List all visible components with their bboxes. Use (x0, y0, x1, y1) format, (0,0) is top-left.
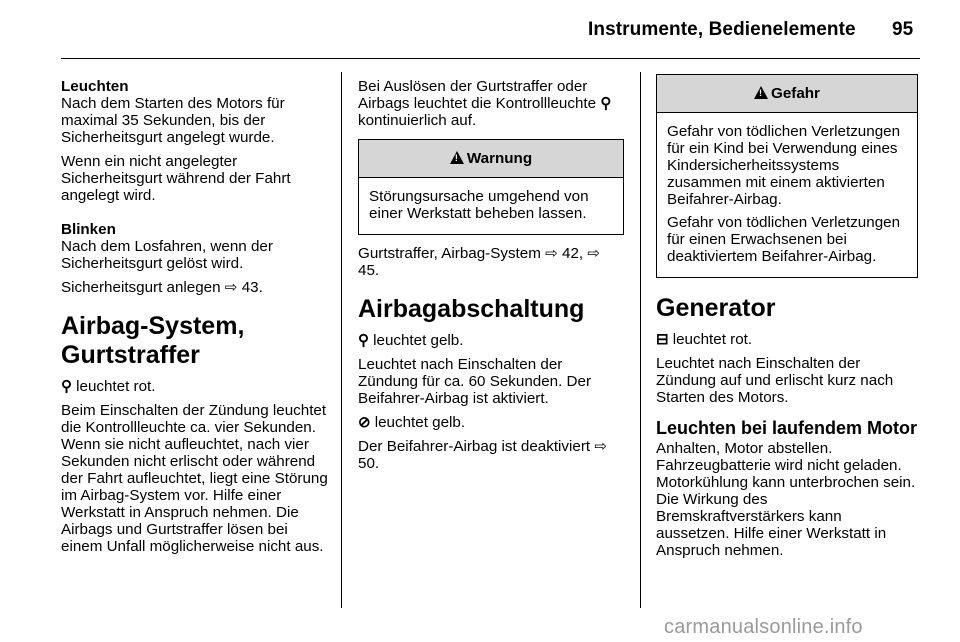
danger-paragraph-2: Gefahr von tödlichen Verletzungen für einen Erwachsenen bei deaktiviertem Beifahrer-Airbag. (667, 214, 901, 265)
airbag-paragraph: Beim Einschalten der Zündung leuchtet die Kontrollleuchte ca. vier Sekunden. Wenn sie nicht aufleuchtet, nach vier Sekunden nicht erlischt oder während der Fahrt aufleuchtet, liegt eine Störung im Airbag-System vor. Hilfe einer Werkstatt in Anspruch nehmen. Die Airbags und Gurtstraffer lösen bei einem Unfall möglicherweise nicht aus. (61, 402, 328, 555)
airbag-status-line (61, 378, 331, 395)
warning-box (358, 139, 624, 235)
airbag-icon: ⚲ (61, 378, 73, 395)
airbag-on-icon: ⚲ (358, 332, 370, 349)
leuchten-paragraph-2: Wenn ein nicht angelegter Sicherheitsgurt während der Fahrt angelegt wird. (61, 153, 291, 204)
airbag-on-status-line (358, 332, 624, 349)
watermark: carmanualsonline.info (664, 616, 863, 638)
airbag-on-status: leuchtet gelb. (373, 332, 464, 349)
blinken-paragraph-2: Sicherheitsgurt anlegen ⇨ 43. (61, 279, 263, 296)
airbag-off-icon: ⊘ (358, 414, 371, 431)
airbagabschaltung-heading: Airbagabschaltung (358, 295, 585, 323)
danger-paragraph-1: Gefahr von tödlichen Verletzungen für ein Kind bei Verwendung eines Kindersicherheitssystems zusammen mit einem aktivierten Beifahrer-Airbag. (667, 123, 901, 208)
airbag-heading: Airbag-System, Gurtstraffer (61, 312, 245, 369)
page-title: Instrumente, Bedienelemente (588, 19, 856, 40)
tensioner-intro-tail: kontinuierlich auf. (358, 112, 477, 129)
airbag-on-text: Leuchtet nach Einschalten der Zündung für ca. 60 Sekunden. Der Beifahrer-Airbag ist aktiviert. (358, 356, 592, 407)
airbag-off-status: leuchtet gelb. (374, 414, 466, 431)
warning-text: Störungsursache umgehend von einer Werkstatt beheben lassen. (369, 188, 589, 222)
danger-title: Gefahr (771, 85, 820, 102)
generator-status-line (656, 331, 918, 348)
airbag-off-status-line (358, 414, 624, 431)
page-number: 95 (892, 19, 914, 40)
danger-box (656, 74, 918, 278)
generator-heading: Generator (656, 294, 776, 322)
column-divider-1 (341, 72, 342, 608)
battery-icon: ⊟ (656, 331, 669, 348)
airbag-icon: ⚲ (600, 95, 612, 112)
leuchten-paragraph-1: Nach dem Starten des Motors für maximal 35 Sekunden, bis der Sicherheitsgurt angelegt wurde. (61, 95, 285, 146)
column-divider-2 (640, 72, 641, 608)
motor-text: Anhalten, Motor abstellen. Fahrzeugbatterie wird nicht geladen. Motorkühlung kann unterbrochen sein. Die Wirkung des Bremskraftverstärkers kann aussetzen. Hilfe einer Werkstatt in Anspruch nehmen. (656, 440, 916, 559)
blinken-paragraph-1: Nach dem Losfahren, wenn der Sicherheitsgurt gelöst wird. (61, 238, 273, 272)
airbag-off-text: Der Beifahrer-Airbag ist deaktiviert ⇨ 50. (358, 438, 608, 472)
tensioner-intro-text: Bei Auslösen der Gurtstraffer oder Airbags leuchtet die Kontrollleuchte (358, 78, 597, 112)
blinken-heading: Blinken (61, 221, 116, 238)
column-2 (358, 78, 624, 479)
warning-icon (450, 151, 464, 164)
warning-box-header (359, 140, 623, 178)
column-3 (656, 74, 918, 566)
motor-heading: Leuchten bei laufendem Motor (656, 418, 918, 438)
danger-box-header (657, 75, 917, 113)
column-1 (61, 78, 331, 562)
generator-text: Leuchtet nach Einschalten der Zündung auf und erlischt kurz nach Starten des Motors. (656, 355, 894, 406)
header-divider (61, 58, 920, 59)
generator-status: leuchtet rot. (672, 331, 753, 348)
leuchten-heading: Leuchten (61, 78, 129, 95)
reference-line: Gurtstraffer, Airbag-System ⇨ 42, ⇨ 45. (358, 245, 601, 279)
warning-icon (754, 86, 768, 99)
airbag-status: leuchtet rot. (76, 378, 156, 395)
warning-title: Warnung (466, 150, 533, 167)
tensioner-intro (358, 78, 624, 129)
